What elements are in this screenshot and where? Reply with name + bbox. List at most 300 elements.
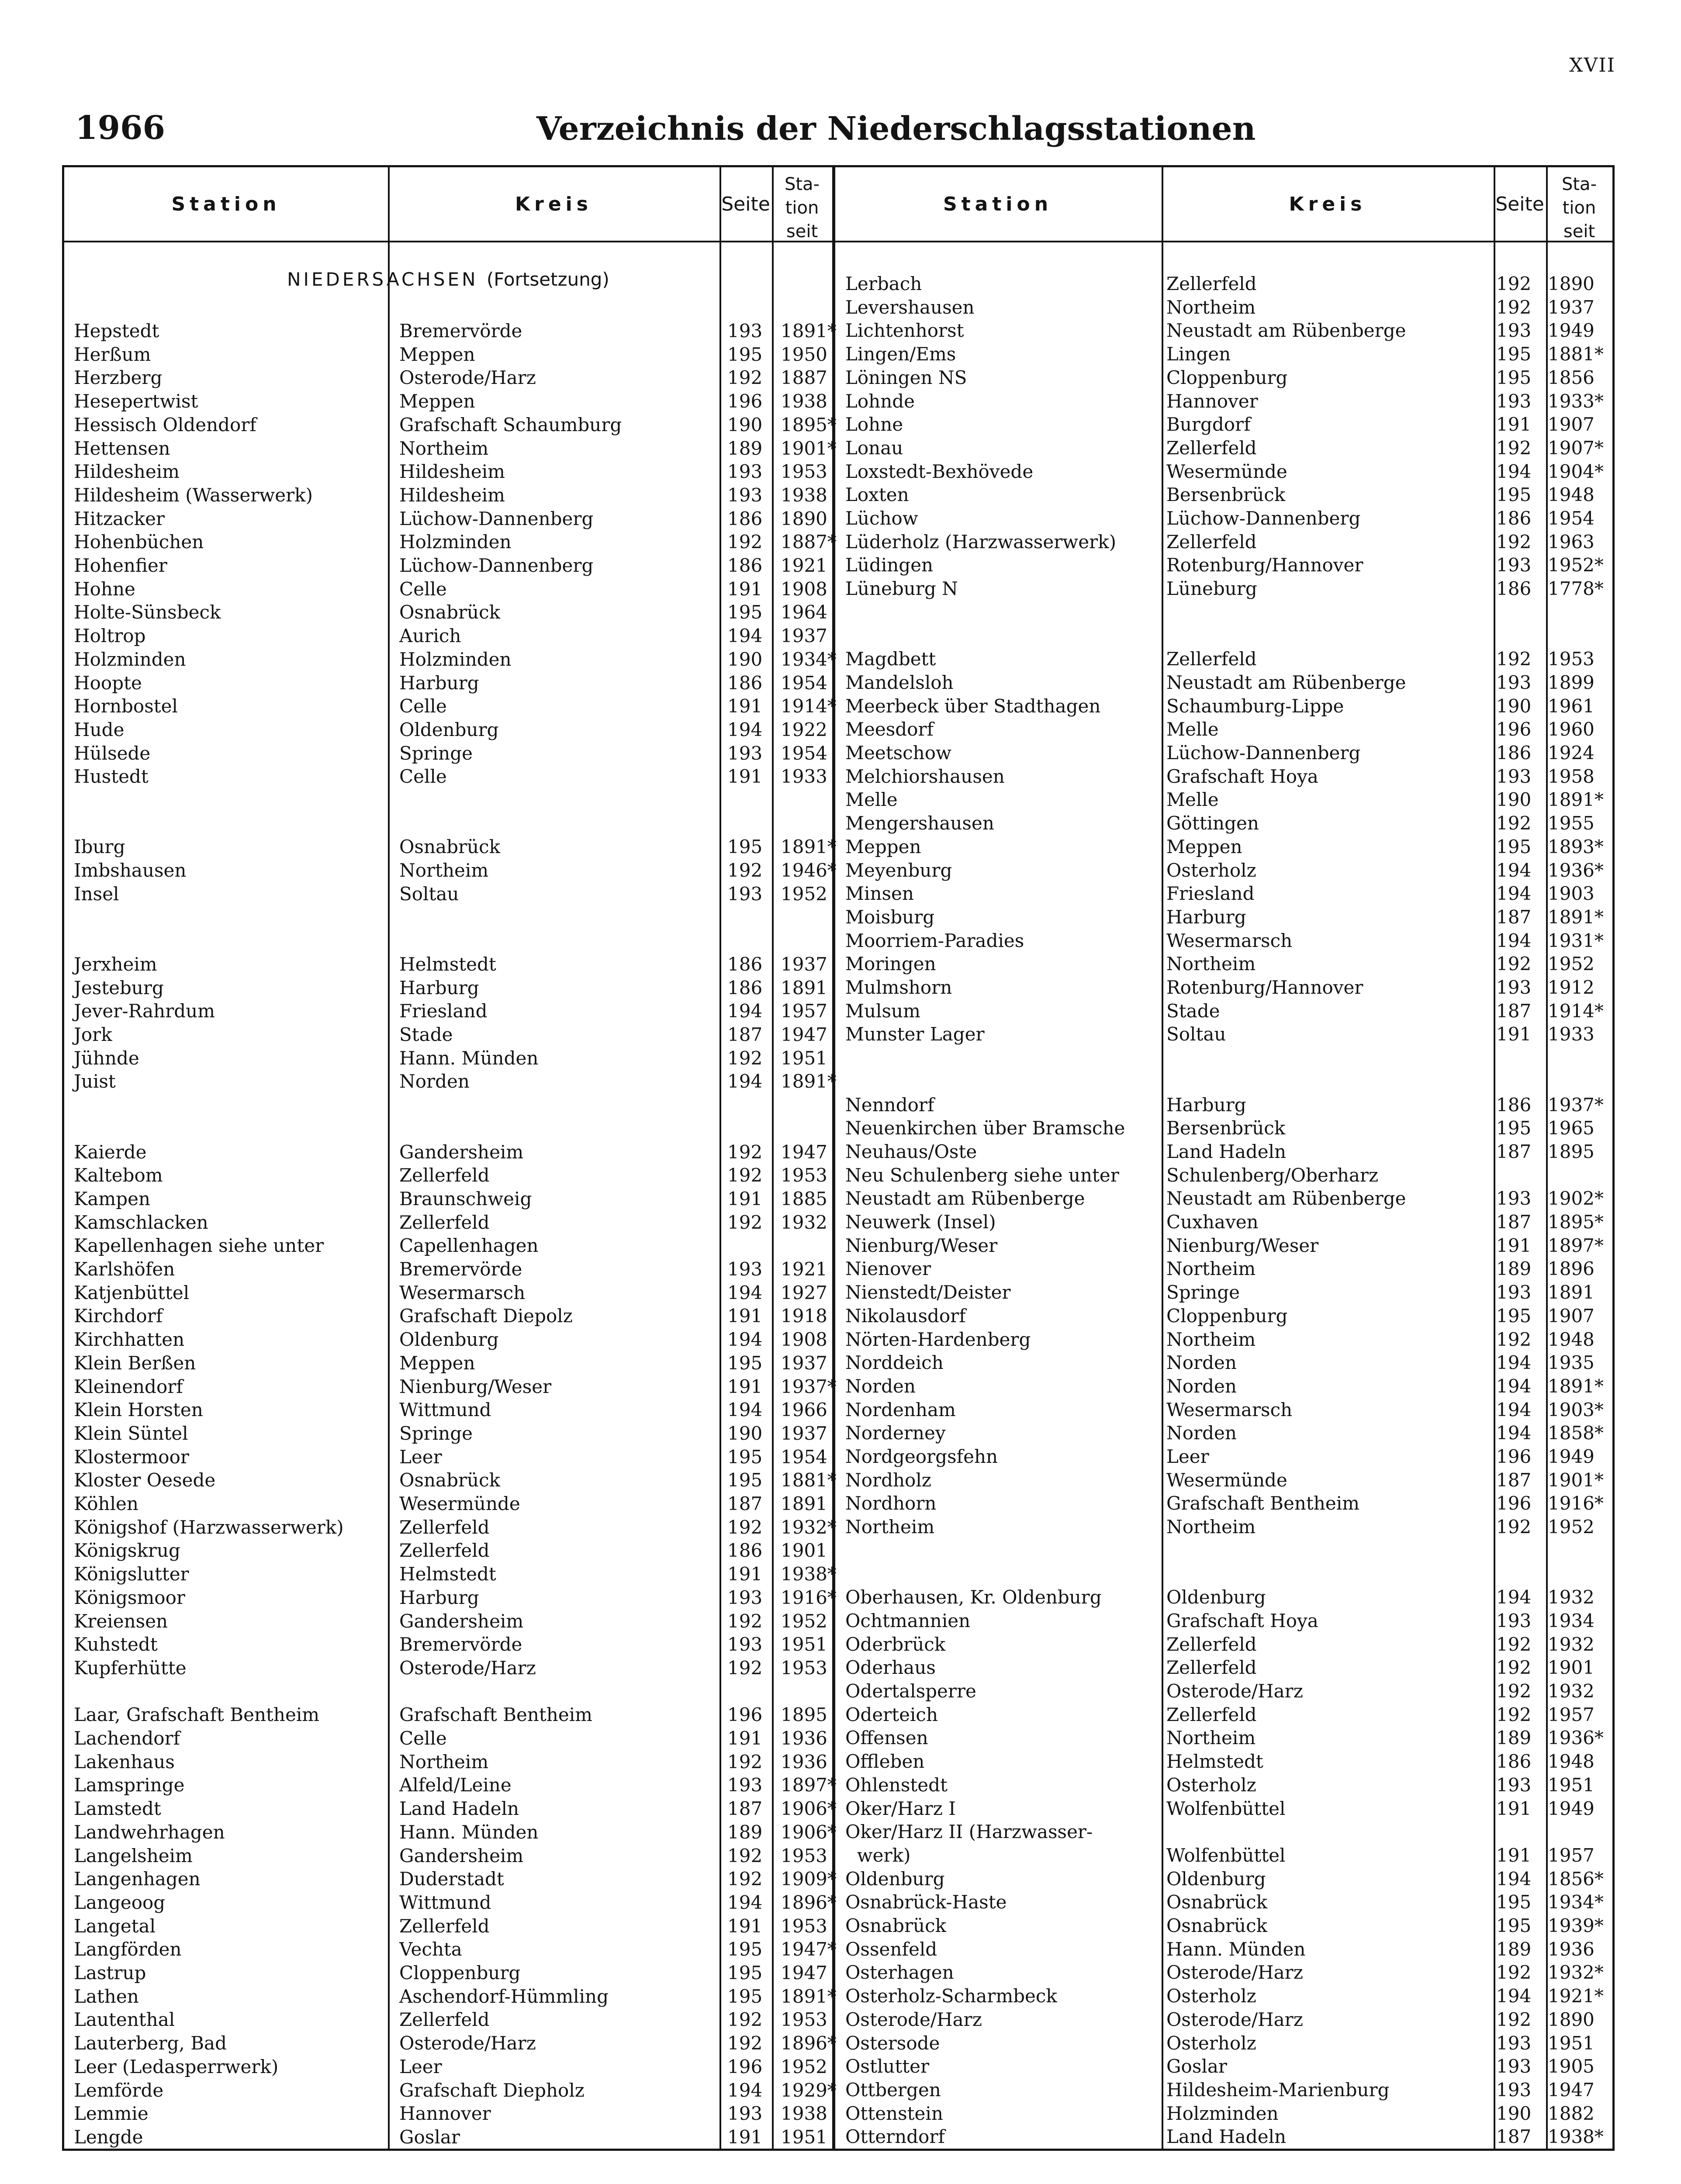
seite-number: 191 xyxy=(727,1915,763,1937)
table-row xyxy=(64,1492,832,1516)
kreis-name: Holzminden xyxy=(399,648,512,670)
table-row xyxy=(64,1586,837,1610)
kreis-name: Northeim xyxy=(399,437,489,459)
station-since-year: 1948 xyxy=(1548,484,1595,506)
station-name: Nienstedt/Deister xyxy=(845,1282,1011,1303)
header-kreis: Kreis xyxy=(1289,193,1366,215)
table-row xyxy=(832,1844,1600,1867)
kreis-name: Osnabrück xyxy=(1166,1891,1268,1913)
seite-number: 186 xyxy=(727,1540,763,1562)
seite-number: 193 xyxy=(727,1586,763,1608)
kreis-name: Northeim xyxy=(1166,1727,1256,1749)
station-name: Klostermoor xyxy=(74,1446,189,1468)
section-label: NIEDERSACHSEN xyxy=(287,269,478,290)
section-heading xyxy=(64,269,832,290)
table-row xyxy=(832,1609,1600,1633)
kreis-name: Zellerfeld xyxy=(399,1211,490,1233)
kreis-name: Hannover xyxy=(1166,390,1258,412)
kreis-name: Lingen xyxy=(1166,343,1231,365)
station-since-year: 1946* xyxy=(781,860,837,881)
seite-number: 194 xyxy=(1496,1586,1532,1608)
station-name: Ostersode xyxy=(845,2032,940,2054)
station-name: Holte-Sünsbeck xyxy=(74,601,221,623)
station-since-year: 1895 xyxy=(1548,1140,1595,1162)
station-name: Lüneburg N xyxy=(845,578,958,600)
table-row xyxy=(832,1070,1600,1093)
station-name: Nikolausdorf xyxy=(845,1305,966,1327)
table-row xyxy=(832,1562,1600,1586)
station-name: Mengershausen xyxy=(845,812,994,834)
station-name: Norddeich xyxy=(845,1352,944,1374)
table-row xyxy=(832,1398,1604,1422)
kreis-name: Osterode/Harz xyxy=(1166,1680,1303,1702)
seite-number: 193 xyxy=(1496,1188,1532,1209)
table-row xyxy=(64,1258,832,1281)
seite-number: 195 xyxy=(1496,1891,1532,1913)
kreis-name: Cuxhaven xyxy=(1166,1211,1259,1233)
station-name: Lichtenhorst xyxy=(845,320,964,342)
table-row xyxy=(832,835,1604,859)
kreis-name: Aschendorf-Hümmling xyxy=(399,1985,609,2007)
header-station-seit-line: seit xyxy=(1563,221,1595,242)
station-since-year: 1947 xyxy=(1548,2079,1595,2101)
seite-number: 195 xyxy=(1496,1117,1532,1139)
table-row xyxy=(832,1328,1600,1351)
header-station: Station xyxy=(171,193,281,215)
station-name: Langetal xyxy=(74,1915,156,1937)
station-since-year: 1881* xyxy=(1548,343,1604,365)
seite-number: 192 xyxy=(1496,1633,1532,1655)
station-since-year: 1891* xyxy=(1548,789,1604,811)
header-station: Station xyxy=(943,193,1053,215)
table-row xyxy=(64,742,832,765)
seite-number: 191 xyxy=(727,2126,763,2148)
station-since-year: 1890 xyxy=(1548,2008,1595,2030)
station-since-year: 1951 xyxy=(1548,2032,1595,2054)
seite-number: 192 xyxy=(1496,2008,1532,2030)
seite-number: 192 xyxy=(727,1047,763,1069)
station-since-year: 1904* xyxy=(1548,460,1604,482)
station-since-year: 1901* xyxy=(1548,1469,1604,1491)
table-row xyxy=(832,2008,1600,2032)
kreis-name: Lüneburg xyxy=(1166,578,1257,600)
seite-number: 187 xyxy=(1496,1140,1532,1162)
station-name: Nordholz xyxy=(845,1469,931,1491)
station-since-year: 1896 xyxy=(1548,1258,1595,1280)
station-since-year: 1966 xyxy=(781,1399,827,1421)
station-name: Northeim xyxy=(845,1516,935,1538)
station-since-year: 1931* xyxy=(1548,930,1604,951)
station-name: Nienover xyxy=(845,1258,931,1280)
kreis-name: Leer xyxy=(399,2056,442,2077)
table-row xyxy=(832,1140,1600,1164)
table-row xyxy=(832,1961,1604,1984)
table-row xyxy=(64,788,832,812)
kreis-name: Zellerfeld xyxy=(1166,1657,1257,1679)
station-since-year: 1939* xyxy=(1548,1915,1604,1936)
kreis-name: Osnabrück xyxy=(399,601,501,623)
table-row xyxy=(64,882,832,906)
table-row xyxy=(832,319,1600,342)
kreis-name: Norden xyxy=(1166,1375,1237,1397)
seite-number: 193 xyxy=(1496,2032,1532,2054)
table-row xyxy=(832,1515,1600,1539)
seite-number: 192 xyxy=(1496,953,1532,975)
station-since-year: 1937 xyxy=(781,1352,827,1374)
kreis-name: Bersenbrück xyxy=(1166,1117,1286,1139)
station-since-year: 1947 xyxy=(781,1962,827,1984)
station-name: Lüderholz (Harzwasserwerk) xyxy=(845,531,1117,553)
header-kreis: Kreis xyxy=(515,193,592,215)
station-since-year: 1952 xyxy=(781,1610,827,1632)
kreis-name: Alfeld/Leine xyxy=(399,1774,512,1796)
table-row xyxy=(64,530,837,554)
table-row xyxy=(64,2102,832,2125)
header-station-seit xyxy=(1546,173,1612,243)
station-since-year: 1934* xyxy=(1548,1891,1604,1913)
seite-number: 193 xyxy=(1496,1610,1532,1631)
station-since-year: 1938 xyxy=(781,2103,827,2125)
seite-number: 194 xyxy=(1496,460,1532,482)
station-name: Kapellenhagen siehe unter xyxy=(74,1235,324,1257)
seite-number: 195 xyxy=(1496,343,1532,365)
table-row xyxy=(832,530,1600,554)
table-row xyxy=(64,1375,837,1399)
seite-number: 195 xyxy=(1496,836,1532,857)
station-since-year: 1953 xyxy=(781,2009,827,2031)
station-since-year: 1937 xyxy=(1548,296,1595,318)
table-row xyxy=(832,1116,1600,1140)
kreis-name: Wesermünde xyxy=(399,1493,520,1514)
table-row xyxy=(832,2125,1604,2149)
kreis-name: Grafschaft Bentheim xyxy=(399,1704,592,1726)
station-since-year: 1936 xyxy=(781,1751,827,1773)
table-row xyxy=(64,1164,832,1187)
table-row xyxy=(832,1210,1604,1234)
station-since-year: 1947* xyxy=(781,1939,837,1960)
kreis-name: Grafschaft Diepholz xyxy=(399,2079,585,2101)
seite-number: 186 xyxy=(727,555,763,576)
station-since-year: 1933* xyxy=(1548,390,1604,412)
table-row xyxy=(64,1891,837,1914)
station-name: Lamstedt xyxy=(74,1798,161,1820)
kreis-name: Celle xyxy=(399,1728,447,1749)
station-since-year: 1927 xyxy=(781,1282,827,1303)
station-name: Lüdingen xyxy=(845,554,934,576)
seite-number: 190 xyxy=(727,648,763,670)
station-name: Kuhstedt xyxy=(74,1634,158,1655)
kreis-name: Burgdorf xyxy=(1166,414,1251,435)
station-name: Magdbett xyxy=(845,648,936,670)
kreis-name: Northeim xyxy=(1166,1258,1256,1280)
seite-number: 186 xyxy=(727,508,763,529)
table-row xyxy=(832,905,1604,929)
seite-number: 194 xyxy=(727,719,763,740)
station-name: Levershausen xyxy=(845,296,975,318)
station-name: Iburg xyxy=(74,836,125,858)
table-row xyxy=(64,648,837,671)
station-name: Lemförde xyxy=(74,2079,164,2101)
seite-number: 193 xyxy=(727,1774,763,1796)
table-row xyxy=(64,1070,837,1093)
station-since-year: 1952* xyxy=(1548,554,1604,576)
station-since-year: 1901* xyxy=(781,437,837,459)
station-name: Odertalsperre xyxy=(845,1680,976,1702)
station-name: Jühnde xyxy=(74,1047,139,1069)
table-row xyxy=(832,483,1600,507)
table-row xyxy=(64,929,832,953)
seite-number: 195 xyxy=(1496,1305,1532,1327)
table-row xyxy=(832,1445,1600,1469)
station-since-year: 1947 xyxy=(781,1024,827,1045)
station-since-year: 1948 xyxy=(1548,1328,1595,1350)
kreis-name: Osnabrück xyxy=(1166,1915,1268,1936)
table-row xyxy=(832,2032,1600,2055)
kreis-name: Springe xyxy=(1166,1282,1240,1303)
seite-number: 194 xyxy=(727,2079,763,2101)
station-name: Klein Horsten xyxy=(74,1399,203,1421)
station-name: Kamschlacken xyxy=(74,1211,208,1233)
table-row xyxy=(64,1351,832,1375)
table-row xyxy=(832,272,1600,296)
table-row xyxy=(832,1281,1600,1304)
station-since-year: 1951 xyxy=(781,2126,827,2148)
station-name: Lerbach xyxy=(845,273,922,294)
station-since-year: 1907 xyxy=(1548,414,1595,435)
seite-number: 193 xyxy=(1496,765,1532,787)
station-since-year: 1953 xyxy=(781,461,827,483)
station-since-year: 1954 xyxy=(781,672,827,694)
station-since-year: 1936 xyxy=(1548,1938,1595,1960)
station-since-year: 1957 xyxy=(1548,1844,1595,1866)
kreis-name: Northeim xyxy=(399,860,489,881)
station-name: Hohne xyxy=(74,578,135,600)
table-row xyxy=(64,1562,837,1586)
kreis-name: Nienburg/Weser xyxy=(399,1375,552,1397)
seite-number: 189 xyxy=(1496,1258,1532,1280)
table-row xyxy=(832,1093,1604,1117)
seite-number: 192 xyxy=(727,1141,763,1163)
seite-number: 191 xyxy=(1496,414,1532,435)
station-name: Lohnde xyxy=(845,390,915,412)
kreis-name: Osterholz xyxy=(1166,2032,1256,2054)
station-since-year: 1952 xyxy=(781,883,827,905)
kreis-name: Wesermarsch xyxy=(1166,1399,1293,1420)
station-since-year: 1932* xyxy=(1548,1962,1604,1984)
kreis-name: Zellerfeld xyxy=(1166,273,1257,294)
station-since-year: 1949 xyxy=(1548,1446,1595,1467)
station-since-year: 1933 xyxy=(781,766,827,788)
table-row xyxy=(832,1867,1604,1891)
table-row xyxy=(832,296,1600,319)
station-name: Nenndorf xyxy=(845,1094,934,1116)
station-name: Lonau xyxy=(845,437,903,459)
station-since-year: 1965 xyxy=(1548,1117,1595,1139)
station-since-year: 1932 xyxy=(1548,1586,1595,1608)
table-row xyxy=(64,1422,832,1445)
station-name: Kreiensen xyxy=(74,1610,168,1632)
seite-number: 192 xyxy=(727,1657,763,1679)
seite-number: 191 xyxy=(727,766,763,788)
seite-number: 194 xyxy=(1496,1352,1532,1374)
table-row xyxy=(832,647,1600,671)
seite-number: 194 xyxy=(1496,883,1532,905)
station-since-year: 1901 xyxy=(1548,1657,1595,1679)
station-since-year: 1954 xyxy=(781,1446,827,1468)
station-since-year: 1918 xyxy=(781,1305,827,1327)
station-name: Meerbeck über Stadthagen xyxy=(845,695,1101,717)
table-row xyxy=(64,718,832,742)
kreis-name: Meppen xyxy=(1166,836,1242,857)
kreis-name: Oldenburg xyxy=(1166,1868,1266,1890)
table-row xyxy=(832,1890,1604,1914)
station-name: Mulmshorn xyxy=(845,977,952,998)
station-name: Hülsede xyxy=(74,742,151,764)
station-since-year: 1908 xyxy=(781,1329,827,1351)
table-row xyxy=(832,1750,1600,1773)
kreis-name: Wesermarsch xyxy=(399,1282,526,1303)
station-since-year: 1954 xyxy=(1548,508,1595,529)
station-name: Hesepertwist xyxy=(74,390,198,412)
station-since-year: 1891 xyxy=(781,1493,827,1514)
kreis-name: Meppen xyxy=(399,1352,475,1374)
station-since-year: 1937* xyxy=(781,1375,837,1397)
station-since-year: 1937* xyxy=(1548,1094,1604,1116)
station-name: Oderteich xyxy=(845,1704,938,1725)
station-name: Neustadt am Rübenberge xyxy=(845,1188,1085,1209)
station-name: Melle xyxy=(845,789,898,811)
kreis-name: Harburg xyxy=(399,1586,479,1608)
seite-number: 194 xyxy=(1496,930,1532,951)
seite-number: 186 xyxy=(727,672,763,694)
station-since-year: 1953 xyxy=(781,1915,827,1937)
kreis-name: Friesland xyxy=(1166,883,1255,905)
table-row xyxy=(832,741,1600,765)
seite-number: 186 xyxy=(1496,742,1532,764)
kreis-name: Braunschweig xyxy=(399,1188,532,1209)
station-since-year: 1963 xyxy=(1548,531,1595,553)
station-since-year: 1891* xyxy=(1548,1375,1604,1397)
kreis-name: Wittmund xyxy=(399,1399,491,1421)
seite-number: 192 xyxy=(1496,1704,1532,1725)
kreis-name: Zellerfeld xyxy=(1166,648,1257,670)
kreis-name: Hildesheim xyxy=(399,484,505,506)
station-since-year: 1952 xyxy=(1548,1516,1595,1538)
seite-number: 187 xyxy=(727,1024,763,1045)
station-name: Moringen xyxy=(845,953,936,975)
table-row xyxy=(64,390,832,413)
kreis-name: Osnabrück xyxy=(399,1469,501,1491)
kreis-name: Grafschaft Diepolz xyxy=(399,1305,573,1327)
header-divider xyxy=(64,241,1612,242)
table-row xyxy=(64,859,837,882)
kreis-name: Gandersheim xyxy=(399,1610,524,1632)
station-since-year: 1934* xyxy=(781,648,837,670)
station-name: Oderbrück xyxy=(845,1633,946,1655)
kreis-name: Goslar xyxy=(399,2126,460,2148)
seite-number: 186 xyxy=(1496,508,1532,529)
seite-number: 193 xyxy=(1496,1774,1532,1796)
kreis-name: Lüchow-Dannenberg xyxy=(1166,508,1361,529)
seite-number: 189 xyxy=(1496,1727,1532,1749)
seite-number: 193 xyxy=(1496,2056,1532,2077)
seite-number: 195 xyxy=(727,1446,763,1468)
table-row xyxy=(832,882,1600,905)
seite-number: 191 xyxy=(727,1375,763,1397)
station-name: Kleinendorf xyxy=(74,1375,183,1397)
station-since-year: 1897* xyxy=(781,1774,837,1796)
table-row xyxy=(64,1938,837,1961)
station-name: Osnabrück xyxy=(845,1915,947,1936)
kreis-name: Wesermünde xyxy=(1166,1469,1287,1491)
table-row xyxy=(64,460,832,484)
kreis-name: Bremervörde xyxy=(399,1634,522,1655)
table-row xyxy=(64,1844,832,1868)
table-row xyxy=(64,1234,832,1258)
seite-number: 194 xyxy=(1496,1985,1532,2007)
station-name: Oker/Harz I xyxy=(845,1797,956,1819)
seite-number: 195 xyxy=(1496,484,1532,506)
table-row xyxy=(832,2078,1600,2102)
station-since-year: 1953 xyxy=(781,1845,827,1866)
seite-number: 192 xyxy=(727,1868,763,1890)
station-since-year: 1881* xyxy=(781,1469,837,1491)
kreis-name: Rotenburg/Hannover xyxy=(1166,554,1363,576)
station-since-year: 1952 xyxy=(1548,953,1595,975)
seite-number: 193 xyxy=(1496,390,1532,412)
seite-number: 187 xyxy=(1496,1469,1532,1491)
station-name: Kampen xyxy=(74,1188,151,1209)
station-since-year: 1856* xyxy=(1548,1868,1604,1890)
station-name: Löningen NS xyxy=(845,366,967,388)
table-row xyxy=(832,1375,1604,1398)
station-name: Langförden xyxy=(74,1939,182,1960)
station-since-year: 1936* xyxy=(1548,1727,1604,1749)
kreis-name: Norden xyxy=(1166,1352,1237,1374)
table-row xyxy=(832,624,1600,648)
table-row xyxy=(832,1773,1600,1797)
station-name: Laar, Grafschaft Bentheim xyxy=(74,1704,320,1726)
station-since-year: 1936 xyxy=(781,1728,827,1749)
station-since-year: 1906* xyxy=(781,1798,837,1820)
table-row xyxy=(832,1539,1600,1562)
kreis-name: Wolfenbüttel xyxy=(1166,1844,1286,1866)
station-name: Ochtmannien xyxy=(845,1610,971,1631)
station-since-year: 1938* xyxy=(781,1563,837,1585)
seite-number: 193 xyxy=(727,320,763,342)
station-name: Klein Berßen xyxy=(74,1352,196,1374)
kreis-name: Nienburg/Weser xyxy=(1166,1234,1319,1256)
station-name: Offleben xyxy=(845,1751,925,1773)
seite-number: 195 xyxy=(727,1985,763,2007)
table-row xyxy=(832,1234,1604,1258)
station-since-year: 1953 xyxy=(1548,648,1595,670)
table-row xyxy=(832,577,1604,601)
seite-number: 191 xyxy=(727,1728,763,1749)
seite-number: 195 xyxy=(727,601,763,623)
station-since-year: 1938 xyxy=(781,484,827,506)
station-name: Lachendorf xyxy=(74,1728,180,1749)
seite-number: 194 xyxy=(727,1329,763,1351)
table-row xyxy=(64,366,832,390)
seite-number: 192 xyxy=(1496,1328,1532,1350)
station-since-year: 1951 xyxy=(1548,1774,1595,1796)
station-name: Langenhagen xyxy=(74,1868,201,1890)
station-name: Osterode/Harz xyxy=(845,2008,982,2030)
station-name: Herßum xyxy=(74,343,151,365)
table-row xyxy=(64,2079,837,2102)
kreis-name: Cloppenburg xyxy=(1166,366,1288,388)
